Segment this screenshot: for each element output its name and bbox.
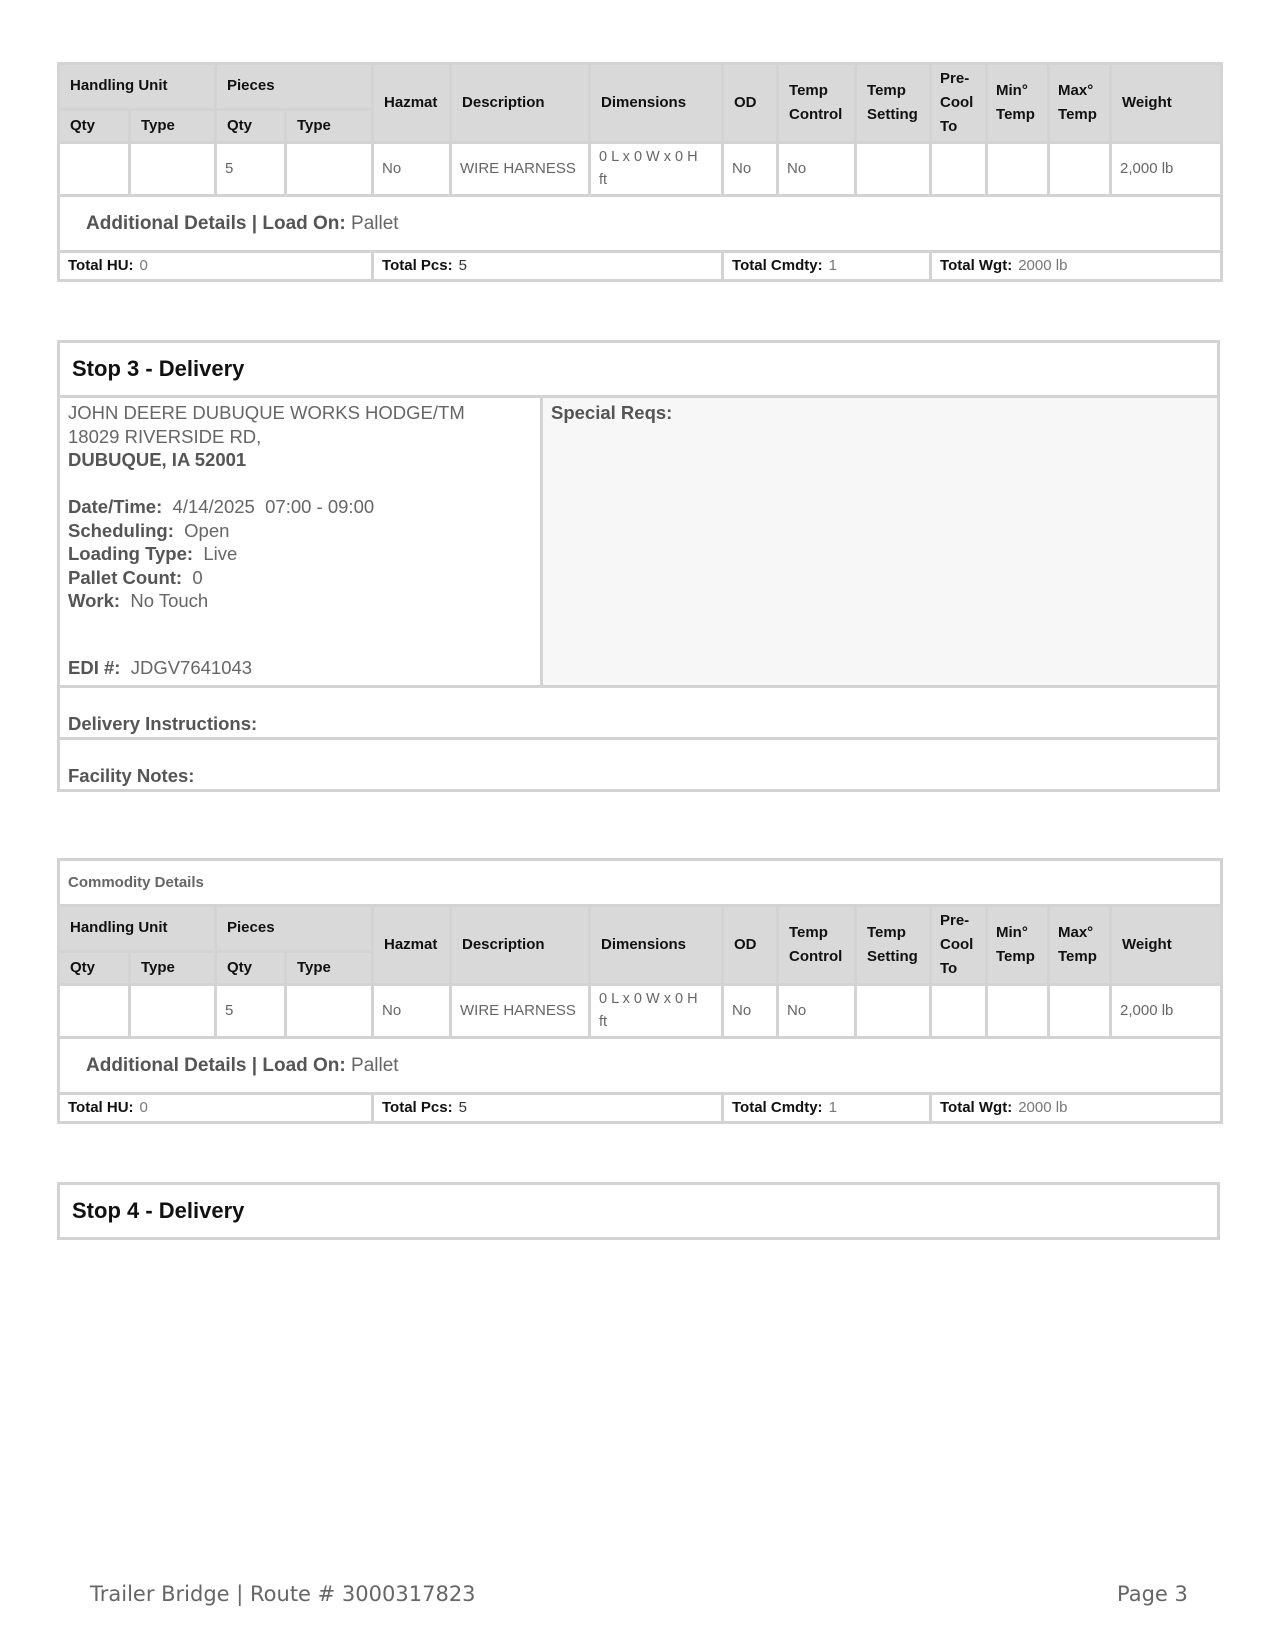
footer-route: Trailer Bridge | Route # 3000317823 <box>90 1582 476 1606</box>
load-on-value: Pallet <box>351 1054 399 1076</box>
col-handling-unit: Handling Unit <box>59 64 216 110</box>
cell-hu-type <box>130 985 216 1038</box>
load-on-value: Pallet <box>351 212 399 234</box>
cell-weight: 2,000 lb <box>1111 985 1222 1038</box>
edi-label: EDI #: <box>68 657 121 678</box>
commodity-table-stop2 <box>57 62 1220 282</box>
col-od: OD <box>723 64 778 143</box>
total-cmdty-label: Total Cmdty: <box>732 257 823 274</box>
col-precool: Pre- Cool To <box>931 64 987 143</box>
total-pcs-label: Total Pcs: <box>382 257 453 274</box>
facility-notes-label: Facility Notes: <box>68 765 195 786</box>
col-pcs-type: Type <box>286 951 373 984</box>
col-max-temp: Max° Temp <box>1049 906 1111 985</box>
col-hazmat: Hazmat <box>373 906 451 985</box>
col-description: Description <box>451 64 590 143</box>
total-pcs-value: 5 <box>458 257 467 274</box>
col-pieces: Pieces <box>216 906 373 952</box>
cell-max-temp <box>1049 985 1111 1038</box>
col-temp-setting: Temp Setting <box>856 64 931 143</box>
stop-3-section <box>57 340 1220 792</box>
work-value: No Touch <box>130 590 209 611</box>
stop-4-title: Stop 4 - Delivery <box>72 1198 245 1223</box>
facility-name: JOHN DEERE DUBUQUE WORKS HODGE/TM <box>68 402 465 423</box>
load-on-label: Load On: <box>262 212 346 234</box>
cell-temp-control: No <box>778 143 856 196</box>
totals-row <box>59 1094 1222 1123</box>
cell-description: WIRE HARNESS <box>451 143 590 196</box>
scheduling-label: Scheduling: <box>68 519 174 541</box>
total-pcs-label: Total Pcs: <box>382 1099 453 1116</box>
cell-hu-type <box>130 143 216 196</box>
work-label: Work: <box>68 590 121 611</box>
col-min-temp: Min° Temp <box>987 906 1049 985</box>
cell-description: WIRE HARNESS <box>451 985 590 1038</box>
facility-street: 18029 RIVERSIDE RD, <box>68 425 262 447</box>
col-dimensions: Dimensions <box>590 906 723 985</box>
total-hu-value: 0 <box>139 257 148 274</box>
commodity-grid <box>57 62 1223 282</box>
col-weight: Weight <box>1111 906 1222 985</box>
col-hu-type: Type <box>130 109 216 142</box>
col-dimensions: Dimensions <box>590 64 723 143</box>
pallet-count-label: Pallet Count: <box>68 566 183 588</box>
cell-hazmat: No <box>373 143 451 196</box>
col-max-temp: Max° Temp <box>1049 64 1111 143</box>
col-temp-setting: Temp Setting <box>856 906 931 985</box>
col-temp-control: Temp Control <box>778 64 856 143</box>
total-hu-label: Total HU: <box>68 257 134 274</box>
total-wgt-label: Total Wgt: <box>940 1099 1013 1116</box>
cell-temp-setting <box>856 143 931 196</box>
total-hu-value: 0 <box>139 1099 148 1116</box>
cell-od: No <box>723 985 778 1038</box>
cell-pcs-qty: 5 <box>216 985 286 1038</box>
loading-type-value: Live <box>203 543 238 564</box>
total-pcs-value: 5 <box>458 1099 467 1116</box>
col-hu-type: Type <box>130 951 216 984</box>
cell-weight: 2,000 lb <box>1111 143 1222 196</box>
cell-temp-setting <box>856 985 931 1038</box>
delivery-instructions-row <box>60 685 1217 737</box>
total-wgt-value: 2000 lb <box>1018 1099 1068 1116</box>
special-reqs-label: Special Reqs: <box>551 402 673 423</box>
datetime-label: Date/Time: <box>68 496 163 517</box>
facility-city-state-zip: DUBUQUE, IA 52001 <box>68 449 247 470</box>
facility-notes-row <box>60 737 1217 789</box>
col-pcs-qty: Qty <box>216 951 286 984</box>
additional-details-sep: | <box>251 212 258 234</box>
col-od: OD <box>723 906 778 985</box>
cell-pcs-type <box>286 143 373 196</box>
load-on-label: Load On: <box>262 1054 346 1076</box>
cell-dimensions: 0 L x 0 W x 0 H ft <box>590 143 723 196</box>
col-pieces: Pieces <box>216 64 373 110</box>
cell-max-temp <box>1049 143 1111 196</box>
total-wgt-label: Total Wgt: <box>940 257 1013 274</box>
additional-details-label: Additional Details <box>86 212 247 234</box>
table-row <box>59 143 1222 196</box>
stop-3-title: Stop 3 - Delivery <box>72 356 245 381</box>
cell-dimensions: 0 L x 0 W x 0 H ft <box>590 985 723 1038</box>
scheduling-value: Open <box>184 519 230 541</box>
stop-3-address-panel <box>60 398 543 685</box>
commodity-details-caption: Commodity Details <box>59 860 1222 906</box>
cell-min-temp <box>987 143 1049 196</box>
edi-value: JDGV7641043 <box>130 657 253 678</box>
total-wgt-value: 2000 lb <box>1018 257 1068 274</box>
cell-od: No <box>723 143 778 196</box>
col-hazmat: Hazmat <box>373 64 451 143</box>
additional-details-label: Additional Details <box>86 1054 247 1076</box>
cell-precool <box>931 985 987 1038</box>
additional-details-row <box>59 196 1222 252</box>
loading-type-label: Loading Type: <box>68 543 194 564</box>
col-temp-control: Temp Control <box>778 906 856 985</box>
datetime-value: 4/14/2025 07:00 - 09:00 <box>172 496 375 517</box>
totals-row <box>59 252 1222 281</box>
col-weight: Weight <box>1111 64 1222 143</box>
cell-precool <box>931 143 987 196</box>
special-reqs-panel <box>543 398 1217 685</box>
cell-hazmat: No <box>373 985 451 1038</box>
col-hu-qty: Qty <box>59 951 130 984</box>
cell-pcs-qty: 5 <box>216 143 286 196</box>
total-hu-label: Total HU: <box>68 1099 134 1116</box>
total-cmdty-label: Total Cmdty: <box>732 1099 823 1116</box>
additional-details-row <box>59 1038 1222 1094</box>
cell-pcs-type <box>286 985 373 1038</box>
delivery-instructions-label: Delivery Instructions: <box>68 713 258 734</box>
col-handling-unit: Handling Unit <box>59 906 216 952</box>
col-hu-qty: Qty <box>59 109 130 142</box>
col-pcs-qty: Qty <box>216 109 286 142</box>
table-row <box>59 985 1222 1038</box>
col-description: Description <box>451 906 590 985</box>
col-precool: Pre- Cool To <box>931 906 987 985</box>
cell-hu-qty <box>59 143 130 196</box>
pallet-count-value: 0 <box>192 566 203 588</box>
cell-temp-control: No <box>778 985 856 1038</box>
total-cmdty-value: 1 <box>828 1099 837 1116</box>
additional-details-sep: | <box>251 1054 258 1076</box>
cell-hu-qty <box>59 985 130 1038</box>
col-min-temp: Min° Temp <box>987 64 1049 143</box>
commodity-grid <box>57 858 1223 1124</box>
commodity-table-stop3 <box>57 858 1220 1124</box>
cell-min-temp <box>987 985 1049 1038</box>
col-pcs-type: Type <box>286 109 373 142</box>
total-cmdty-value: 1 <box>828 257 837 274</box>
stop-4-section <box>57 1182 1220 1240</box>
footer-page-number: Page 3 <box>1117 1582 1188 1606</box>
